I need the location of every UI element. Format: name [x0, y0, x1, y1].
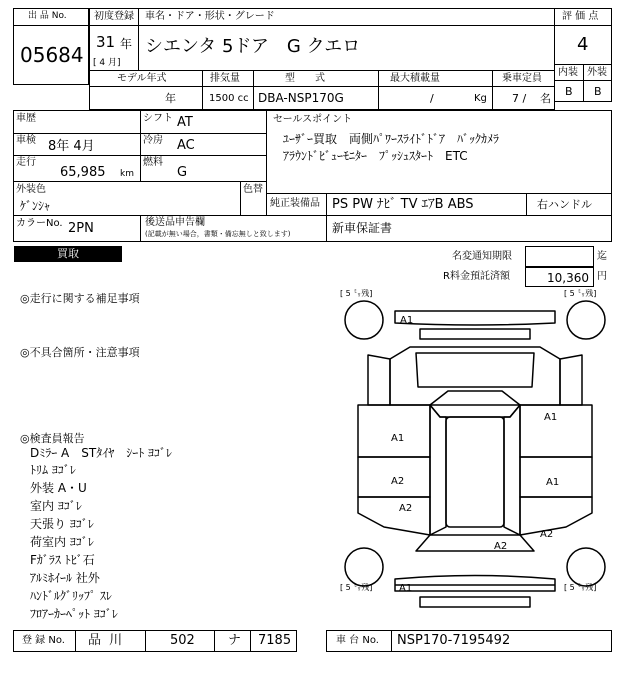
- wheel-rear-right: [567, 548, 605, 586]
- registration-class: 502: [170, 633, 195, 648]
- left-pillar: [430, 405, 446, 535]
- registration-number: 7185: [258, 633, 292, 648]
- name-change-label: 名変通知期限: [452, 251, 512, 262]
- name-change-suffix: 迄: [597, 251, 607, 262]
- interior-grade: B: [565, 85, 573, 98]
- ext-color-block: [13, 181, 267, 216]
- name-change-field: [525, 246, 594, 267]
- interior-grade-cell: [554, 80, 584, 102]
- fuel-label: 燃料: [143, 157, 163, 168]
- wheel-front-left: [345, 301, 383, 339]
- damage-mark-left-quarter: A2: [399, 503, 413, 514]
- report-item: ﾊﾝﾄﾞﾙｸﾞﾘｯﾌﾟ ｽﾚ: [30, 589, 112, 603]
- wheel-rear-left: [345, 548, 383, 586]
- exterior-label: 外装: [587, 67, 607, 78]
- report-item: 室内 ﾖｺﾞﾚ: [30, 499, 82, 513]
- shift-label: シフト: [143, 113, 173, 124]
- report-item: Fｶﾞﾗｽ ﾄﾋﾞ石: [30, 553, 95, 567]
- reg-year-unit: 年: [120, 37, 133, 51]
- inspection-label: 車検: [16, 135, 36, 146]
- tread-front-right: [ 5 ㍉残]: [564, 289, 597, 298]
- front-bumper: [395, 311, 555, 325]
- report-item: 天張り ﾖｺﾞﾚ: [30, 517, 94, 531]
- displacement-label: 排気量: [210, 73, 240, 84]
- ext-color-value: ｹﾞﾝｼｬ: [20, 199, 51, 213]
- damage-mark-front-bumper: A1: [400, 315, 414, 326]
- sales-points-block: [266, 110, 612, 194]
- color-change-label: 色替: [243, 184, 263, 195]
- recycle-value: 10,360: [547, 271, 589, 285]
- recycle-label: R料金預託済額: [443, 271, 510, 282]
- front-grille: [420, 329, 530, 339]
- capacity-label: 乗車定員: [502, 73, 542, 84]
- inspection-value: 8年 4月: [48, 139, 95, 154]
- documents-label: 後送品申告欄: [145, 217, 205, 228]
- report-item: ｱﾙﾐﾎｲｰﾙ 社外: [30, 571, 100, 585]
- color-no-label: カラーNo.: [16, 218, 63, 229]
- damage-mark-left-rear-door: A2: [391, 476, 405, 487]
- score-label: 評 価 点: [562, 11, 599, 22]
- mileage-unit: km: [120, 169, 134, 179]
- vehicle-damage-diagram: [338, 287, 612, 623]
- left-fender: [368, 355, 390, 405]
- ext-color-label: 外装色: [16, 184, 46, 195]
- defects-header: ◎不具合箇所・注意事項: [20, 346, 140, 359]
- model-name-cell: [138, 25, 555, 71]
- tailgate: [416, 535, 534, 551]
- right-rear-quarter: [520, 497, 592, 535]
- left-front-door: [358, 405, 430, 457]
- purchase-badge: 買取: [14, 246, 122, 262]
- model-label-cell: [138, 8, 555, 26]
- damage-mark-right-quarter: A2: [540, 529, 554, 540]
- equipment-value: PS PW ﾅﾋﾞ TV ｴｱB ABS: [332, 197, 474, 212]
- sales-label: セールスポイント: [273, 114, 353, 125]
- first-reg-value-cell: [89, 25, 139, 71]
- windshield: [430, 391, 520, 417]
- equipment-label: 純正装備品: [270, 198, 320, 209]
- lot-label: 出 品 No.: [28, 11, 67, 21]
- documents-note: (記載が無い場合，書類・備忘無しと致します): [145, 230, 291, 238]
- capacity-unit: 名: [540, 92, 551, 105]
- registration-kana: ナ: [228, 633, 242, 648]
- inspector-header: ◎検査員報告: [20, 432, 85, 445]
- report-item: ﾌﾛｱｰｶｰﾍﾟｯﾄ ﾖｺﾞﾚ: [30, 607, 118, 621]
- steering-value: 右ハンドル: [537, 198, 592, 211]
- mileage-label: 走行: [16, 157, 36, 168]
- max-load-label: 最大積載量: [390, 73, 440, 84]
- exterior-grade: B: [594, 85, 602, 98]
- score-value-cell: [554, 25, 612, 65]
- model-year-label: モデル年式: [117, 73, 167, 84]
- sales-line-2: ｱﾗｳﾝﾄﾞﾋﾞｭｰﾓﾆﾀｰ ﾌﾟｯｼｭｽﾀｰﾄ ETC: [283, 149, 468, 163]
- recycle-unit: 円: [597, 271, 607, 282]
- damage-mark-right-front-door: A1: [544, 412, 558, 423]
- lot-number-cell: [13, 25, 89, 85]
- interior-label-cell: [554, 64, 584, 81]
- rear-bumper: [395, 576, 555, 592]
- roof: [446, 417, 504, 527]
- report-item: Dﾐﾗｰ A STﾀｲﾔ ｼｰﾄ ﾖｺﾞﾚ: [30, 446, 173, 460]
- report-item: ﾄﾘﾑ ﾖｺﾞﾚ: [30, 463, 76, 477]
- score-value: 4: [577, 34, 589, 55]
- exterior-grade-cell: [583, 80, 612, 102]
- reg-month: [ 4 月]: [93, 58, 121, 68]
- lot-label-cell: [13, 8, 89, 26]
- model-name: シエンタ 5ドア G クエロ: [145, 36, 361, 57]
- score-label-cell: [554, 8, 612, 26]
- model-label: 車名・ドア・形状・グレード: [145, 11, 275, 22]
- exterior-label-cell: [583, 64, 612, 81]
- model-year-unit: 年: [165, 92, 176, 105]
- max-load-value: /: [430, 92, 434, 105]
- recycle-field: [525, 267, 594, 287]
- right-pillar: [504, 405, 520, 535]
- hood-panel: [416, 353, 534, 387]
- reg-year: 31: [96, 33, 116, 51]
- lot-number: 05684: [20, 43, 84, 67]
- type-value: DBA-NSP170G: [258, 91, 344, 105]
- first-reg-label-cell: [89, 8, 139, 26]
- rear-panel: [420, 597, 530, 607]
- registration-region: 品 川: [88, 633, 125, 648]
- first-reg-label: 初度登録: [94, 11, 134, 22]
- ac-value: AC: [177, 138, 195, 153]
- mileage-value: 65,985: [60, 165, 106, 180]
- wheel-front-right: [567, 301, 605, 339]
- ac-label: 冷房: [143, 135, 163, 146]
- chassis-value: NSP170-7195492: [397, 633, 511, 648]
- chassis-label: 車 台 No.: [336, 635, 379, 646]
- fuel-value: G: [177, 165, 188, 180]
- driving-notes-header: ◎走行に関する補足事項: [20, 292, 140, 305]
- tread-front-left: [ 5 ㍉残]: [340, 289, 373, 298]
- left-rear-quarter: [358, 497, 430, 535]
- tread-rear-left: [ 5 ㍉残]: [340, 583, 373, 592]
- report-item: 外装 A・U: [30, 481, 87, 495]
- sales-line-1: ﾕｰｻﾞｰ買取 両側ﾊﾟﾜｰｽﾗｲﾄﾞﾄﾞｱ ﾊﾞｯｸｶﾒﾗ: [283, 132, 500, 146]
- interior-label: 内装: [558, 67, 578, 78]
- damage-mark-right-rear-door: A1: [546, 477, 560, 488]
- documents-value: 新車保証書: [332, 221, 393, 235]
- shift-value: AT: [177, 115, 193, 130]
- history-label: 車歴: [16, 113, 36, 124]
- right-fender: [560, 355, 582, 405]
- max-load-unit: Kg: [474, 93, 487, 104]
- report-item: 荷室内 ﾖｺﾞﾚ: [30, 535, 94, 549]
- damage-mark-left-front-door: A1: [391, 433, 405, 444]
- tread-rear-right: [ 5 ㍉残]: [564, 583, 597, 592]
- color-documents-row: [13, 215, 612, 242]
- capacity-value: 7 /: [512, 92, 527, 105]
- damage-mark-tailgate: A2: [494, 541, 508, 552]
- registration-label: 登 録 No.: [22, 635, 65, 646]
- displacement-value: 1500 cc: [209, 93, 249, 104]
- damage-mark-rear-bumper: A1: [399, 583, 413, 594]
- color-no-value: 2PN: [68, 221, 94, 236]
- type-label: 型 式: [285, 73, 325, 84]
